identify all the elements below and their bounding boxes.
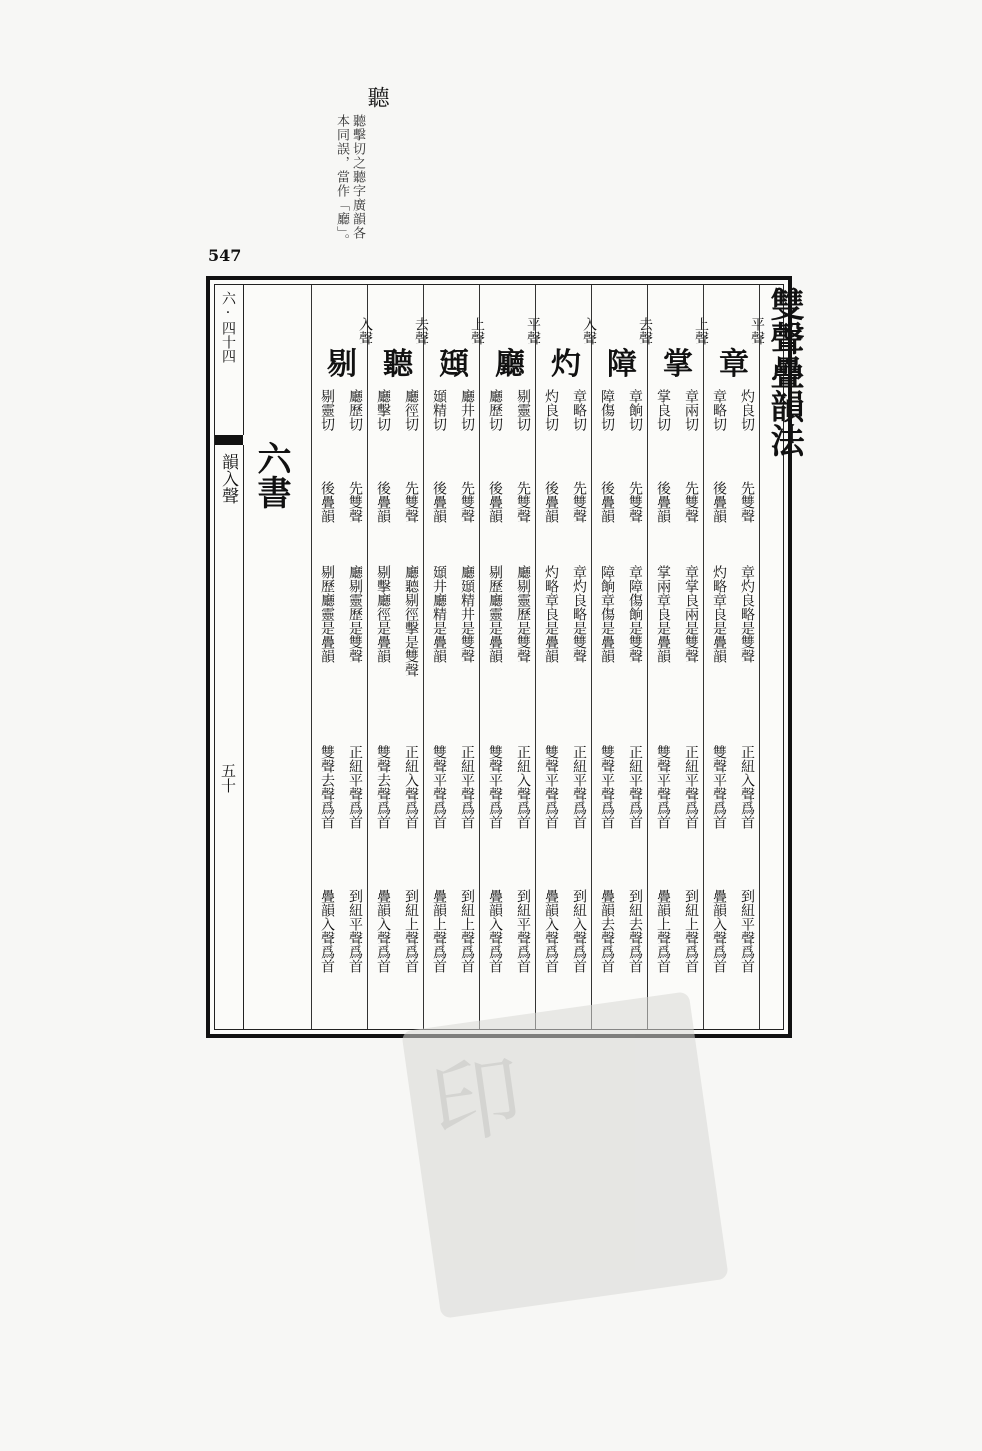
column-text-f3: 正紐平聲爲首: [459, 745, 475, 829]
head-character: 掌: [663, 347, 693, 382]
column-text-f3: 雙聲平聲爲首: [487, 745, 503, 829]
tone-label: 入聲: [581, 317, 597, 345]
column-text-f1: 先雙聲: [515, 481, 531, 523]
fanqie-reading: 章略切: [571, 389, 587, 431]
column-text-f4: 到紐上聲爲首: [683, 889, 699, 973]
section-title: 六書: [251, 441, 291, 509]
page-frame: [206, 276, 804, 1038]
fish-tail-band: [215, 435, 243, 445]
column-text-f3: 雙聲平聲爲首: [543, 745, 559, 829]
side-margin-top: [215, 285, 244, 435]
column-text-f1: 先雙聲: [347, 481, 363, 523]
fanqie-reading: 章餉切: [627, 389, 643, 431]
column-text-f1: 後疊韻: [319, 481, 335, 523]
column-text-f4: 疊韻入聲爲首: [375, 889, 391, 973]
column-text-f1: 後疊韻: [487, 481, 503, 523]
column-text-f3: 正紐入聲爲首: [739, 745, 755, 829]
column-text-f1: 先雙聲: [739, 481, 755, 523]
text-column: [427, 285, 453, 1029]
column-text-f4: 疊韻入聲爲首: [711, 889, 727, 973]
fanqie-reading: 灼良切: [739, 389, 755, 431]
column-text-f4: 到紐平聲爲首: [739, 889, 755, 973]
fanqie-reading: 障傷切: [599, 389, 615, 431]
fanqie-reading: 頲精切: [431, 389, 447, 431]
head-character: 章: [719, 347, 749, 382]
head-character: 障: [607, 347, 637, 382]
column-text-f2: 掌兩章良是疊韻: [655, 565, 671, 663]
column-text-f3: 正紐入聲爲首: [403, 745, 419, 829]
column-text-f2: 頲井廳精是疊韻: [431, 565, 447, 663]
column-text-f1: 後疊韻: [599, 481, 615, 523]
column-text-f2: 灼略章良是疊韻: [711, 565, 727, 663]
seal-glyph: 印: [424, 1042, 533, 1160]
column-text-f1: 先雙聲: [571, 481, 587, 523]
tone-label: 平聲: [525, 317, 541, 345]
column-text-f4: 到紐入聲爲首: [571, 889, 587, 973]
page-number: 547: [208, 246, 242, 265]
fanqie-reading: 廳歷切: [487, 389, 503, 431]
column-text-f4: 疊韻上聲爲首: [431, 889, 447, 973]
column-text-f1: 後疊韻: [375, 481, 391, 523]
column-text-f4: 到紐平聲爲首: [347, 889, 363, 973]
seal-impression: [401, 991, 729, 1319]
text-column: [595, 285, 621, 1029]
fanqie-reading: 剔靈切: [515, 389, 531, 431]
fish-title: 韻入聲: [218, 453, 238, 504]
column-text-f2: 障餉章傷是疊韻: [599, 565, 615, 663]
column-text-f2: 廳頲精井是雙聲: [459, 565, 475, 663]
column-text-f1: 先雙聲: [683, 481, 699, 523]
head-character: 廳: [495, 347, 525, 382]
page-frame-inner: [214, 284, 804, 1030]
column-text-f3: 正紐平聲爲首: [627, 745, 643, 829]
column-text-f1: 後疊韻: [711, 481, 727, 523]
head-character: 頲: [439, 347, 469, 382]
column-text-f1: 先雙聲: [627, 481, 643, 523]
column-text-f4: 疊韻去聲爲首: [599, 889, 615, 973]
text-column: [315, 285, 341, 1029]
column-text-f4: 到紐去聲爲首: [627, 889, 643, 973]
fanqie-reading: 章略切: [711, 389, 727, 431]
column-text-f2: 章灼良略是雙聲: [739, 565, 755, 663]
column-text-f3: 雙聲平聲爲首: [431, 745, 447, 829]
fanqie-reading: 廳擊切: [375, 389, 391, 431]
main-title: 雙聲疊韻法: [764, 287, 804, 457]
column-text-f4: 疊韻上聲爲首: [655, 889, 671, 973]
fanqie-reading: 剔靈切: [319, 389, 335, 431]
fanqie-reading: 廳徑切: [403, 389, 419, 431]
column-text-f4: 到紐平聲爲首: [515, 889, 531, 973]
fanqie-reading: 章兩切: [683, 389, 699, 431]
head-character: 聽: [383, 347, 413, 382]
column-text-f1: 先雙聲: [459, 481, 475, 523]
text-column: [371, 285, 397, 1029]
fanqie-reading: 掌良切: [655, 389, 671, 431]
fanqie-reading: 廳井切: [459, 389, 475, 431]
column-text-f1: 後疊韻: [543, 481, 559, 523]
tone-label: 平聲: [749, 317, 765, 345]
column-text-f3: 正紐入聲爲首: [515, 745, 531, 829]
column-text-f1: 後疊韻: [431, 481, 447, 523]
column-text-f3: 正紐平聲爲首: [683, 745, 699, 829]
column-text-f4: 疊韻入聲爲首: [543, 889, 559, 973]
column-text-f3: 雙聲平聲爲首: [655, 745, 671, 829]
annotation-line-1: 聽擊切之聽字廣韻各: [350, 114, 365, 240]
column-text-f2: 章灼良略是雙聲: [571, 565, 587, 663]
column-text-f3: 正紐平聲爲首: [347, 745, 363, 829]
column-text-f2: 廳剔靈歷是雙聲: [347, 565, 363, 663]
head-character: 灼: [551, 347, 581, 382]
fanqie-reading: 灼良切: [543, 389, 559, 431]
column-rule: [311, 285, 312, 1029]
column-text-f2: 廳剔靈歷是雙聲: [515, 565, 531, 663]
text-column: [539, 285, 565, 1029]
column-text-f3: 雙聲去聲爲首: [319, 745, 335, 829]
column-text-f2: 剔歷廳靈是疊韻: [319, 565, 335, 663]
tone-label: 上聲: [469, 317, 485, 345]
column-text-f2: 廳聽剔徑擊是雙聲: [403, 565, 419, 677]
text-column: [483, 285, 509, 1029]
leaf-number: 五十: [219, 763, 237, 793]
tone-label: 上聲: [693, 317, 709, 345]
column-text-f2: 章障傷餉是雙聲: [627, 565, 643, 663]
column-text-f3: 雙聲平聲爲首: [711, 745, 727, 829]
annotation-head-char: 聽: [364, 86, 389, 108]
column-text-f3: 雙聲平聲爲首: [599, 745, 615, 829]
column-text-f3: 正紐平聲爲首: [571, 745, 587, 829]
head-character: 剔: [327, 347, 357, 382]
column-text-f2: 剔擊廳徑是疊韻: [375, 565, 391, 663]
column-text-f2: 剔歷廳靈是疊韻: [487, 565, 503, 663]
column-text-f3: 雙聲去聲爲首: [375, 745, 391, 829]
column-rule: [759, 285, 760, 1029]
fanqie-reading: 廳歷切: [347, 389, 363, 431]
column-text-f2: 章掌良兩是雙聲: [683, 565, 699, 663]
column-text-f4: 疊韻入聲爲首: [487, 889, 503, 973]
text-column: [707, 285, 733, 1029]
tone-label: 去聲: [637, 317, 653, 345]
column-text-f4: 疊韻入聲爲首: [319, 889, 335, 973]
text-column: [651, 285, 677, 1029]
tone-label: 去聲: [413, 317, 429, 345]
tone-label: 入聲: [357, 317, 373, 345]
annotation-line-2: 本同誤，當作「廳」。: [334, 114, 349, 248]
annotation: [332, 86, 388, 276]
column-text-f1: 後疊韻: [655, 481, 671, 523]
column-text-f1: 先雙聲: [403, 481, 419, 523]
side-margin-lower: [215, 445, 244, 1029]
side-top-label: 六·四十四: [220, 291, 236, 363]
column-text-f4: 到紐上聲爲首: [403, 889, 419, 973]
column-text-f2: 灼略章良是疊韻: [543, 565, 559, 663]
column-text-f4: 到紐上聲爲首: [459, 889, 475, 973]
